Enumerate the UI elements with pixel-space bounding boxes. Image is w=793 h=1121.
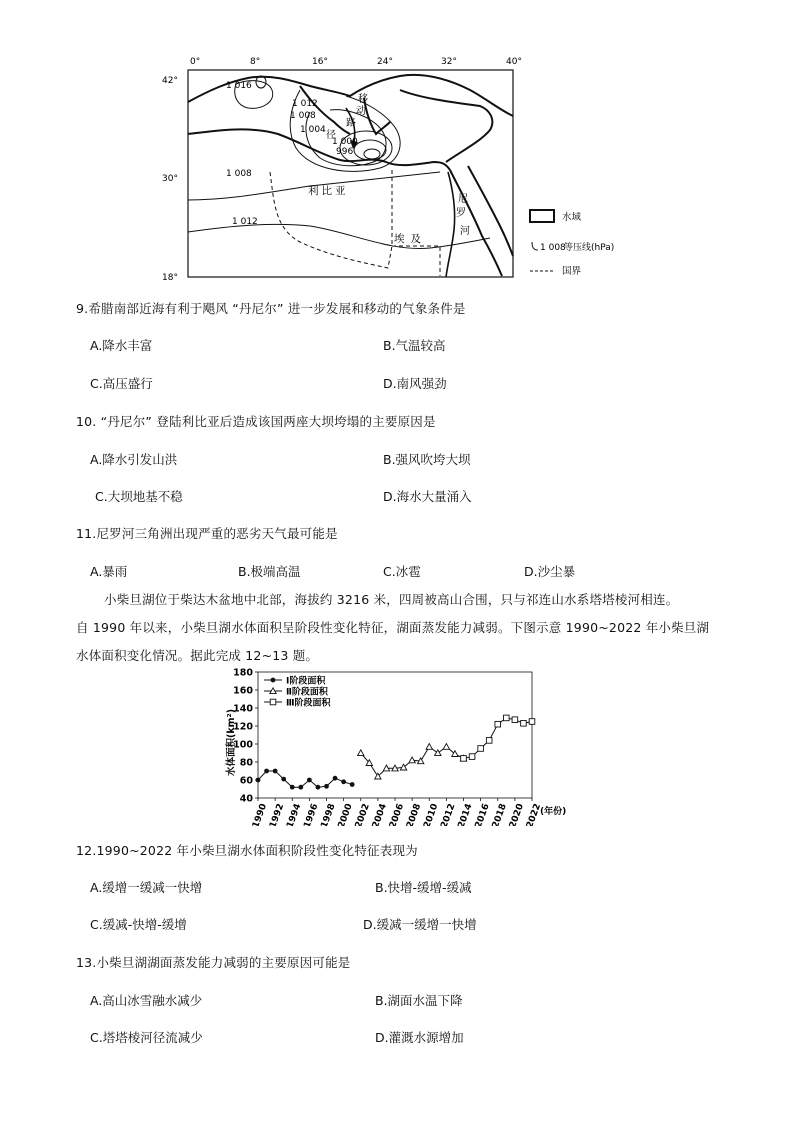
nile-label-2: 罗 <box>456 208 466 219</box>
series-3-point <box>495 721 501 727</box>
q12-option-a[interactable]: A.缓增一缓减一快增 <box>90 880 203 895</box>
series-1-point <box>324 784 329 789</box>
y-tick-label: 160 <box>233 685 253 697</box>
lat-label-42: 42° <box>162 76 178 86</box>
path-label-4: 径 <box>326 130 336 141</box>
lake-area-chart <box>220 664 580 826</box>
legend-marker-3 <box>270 699 276 705</box>
series-3-point <box>478 746 484 752</box>
q9-option-a[interactable]: A.降水丰富 <box>90 338 153 353</box>
q11-option-c[interactable]: C.冰雹 <box>383 564 421 579</box>
region-egypt-label: 埃及 <box>394 233 427 245</box>
lon-label-40: 40° <box>506 57 522 67</box>
q13-option-c[interactable]: C.塔塔棱河径流减少 <box>90 1030 203 1045</box>
nile-label-3: 河 <box>460 226 470 237</box>
y-tick-label: 140 <box>233 703 253 715</box>
question-10-stem: 10. “丹尼尔” 登陆利比亚后造成该国两座大坝垮塌的主要原因是 <box>76 414 436 429</box>
question-11-stem: 11.尼罗河三角洲出现严重的恶劣天气最可能是 <box>76 526 338 541</box>
q9-option-c[interactable]: C.高压盛行 <box>90 376 153 391</box>
path-label-2: 动 <box>356 106 366 117</box>
legend-water-swatch <box>530 210 554 222</box>
y-tick-label: 60 <box>239 775 253 787</box>
red-sea-west <box>450 170 502 276</box>
x-tick-label: 1992 <box>268 802 287 826</box>
x-tick-label: 2000 <box>336 802 355 826</box>
q12-option-b[interactable]: B.快增-缓增-缓减 <box>375 880 472 895</box>
weather-map <box>150 50 650 285</box>
path-label-1: 移 <box>358 94 368 105</box>
isobar-label-1012-south: 1 012 <box>232 217 258 227</box>
lon-label-16: 16° <box>312 57 328 67</box>
x-tick-label: 2010 <box>422 802 441 826</box>
q10-option-a[interactable]: A.降水引发山洪 <box>90 452 178 467</box>
series-line-1 <box>258 771 352 787</box>
x-tick-label: 2012 <box>439 802 458 826</box>
isobar-label-1004: 1 004 <box>300 125 326 135</box>
y-tick-label: 80 <box>239 757 253 769</box>
lon-label-32: 32° <box>441 57 457 67</box>
series-3-point <box>469 754 475 760</box>
x-tick-label: 2022 <box>525 802 544 826</box>
africa-coastline <box>188 129 450 170</box>
q13-option-a[interactable]: A.高山冰雪融水减少 <box>90 993 203 1008</box>
lon-label-8: 8° <box>250 57 261 67</box>
lon-label-0: 0° <box>190 57 201 67</box>
series-3-point <box>486 738 492 744</box>
legend-label-2: Ⅱ阶段面积 <box>286 687 328 698</box>
question-13-stem: 13.小柴旦湖湖面蒸发能力减弱的主要原因可能是 <box>76 955 351 970</box>
series-1-point <box>264 769 269 774</box>
x-tick-label: 2004 <box>370 802 389 826</box>
x-tick-label: 2002 <box>353 802 372 826</box>
x-tick-label: 2018 <box>490 802 509 826</box>
series-3-point <box>461 756 467 762</box>
q10-option-c[interactable]: C.大坝地基不稳 <box>95 489 183 504</box>
q11-option-b[interactable]: B.极端高温 <box>238 564 301 579</box>
red-sea-east <box>468 166 513 256</box>
x-tick-label: 1990 <box>251 802 270 826</box>
legend-label-3: Ⅲ阶段面积 <box>286 698 331 709</box>
q10-option-d[interactable]: D.海水大量涌入 <box>383 489 472 504</box>
series-1-point <box>333 776 338 781</box>
q9-option-d[interactable]: D.南风强劲 <box>383 376 447 391</box>
y-tick-label: 100 <box>233 739 253 751</box>
legend-isobar-label: 等压线(hPa) <box>564 243 615 253</box>
lat-label-18: 18° <box>162 273 178 283</box>
series-3-point <box>529 719 535 725</box>
series-2-point <box>409 757 415 763</box>
border-egypt <box>392 246 440 276</box>
q13-option-b[interactable]: B.湖面水温下降 <box>375 993 463 1008</box>
legend-label-1: Ⅰ阶段面积 <box>286 676 326 687</box>
path-label-3: 路 <box>346 118 356 129</box>
isobar-label-996: 996 <box>336 147 354 157</box>
question-9-stem: 9.希腊南部近海有利于飓风 “丹尼尔” 进一步发展和移动的气象条件是 <box>76 301 466 316</box>
nile-river <box>446 172 455 277</box>
x-tick-label: 2014 <box>456 802 475 826</box>
series-1-point <box>256 778 261 783</box>
chart-x-axis-label: (年份) <box>540 807 567 817</box>
series-3-point <box>504 715 510 721</box>
isobar-label-1000: 1 000 <box>332 137 358 147</box>
q12-option-d[interactable]: D.缓减一缓增一快增 <box>363 917 477 932</box>
legend-isobar-swatch <box>532 242 538 250</box>
series-1-point <box>316 785 321 790</box>
x-tick-label: 1996 <box>302 802 321 826</box>
y-tick-label: 180 <box>233 667 253 679</box>
isobar-label-1008-south: 1 008 <box>226 169 252 179</box>
chart-y-axis-label: 水体面积(km²) <box>226 708 237 776</box>
question-12-stem: 12.1990~2022 年小柴旦湖水体面积阶段性变化特征表现为 <box>76 843 418 858</box>
series-2-point <box>443 744 449 750</box>
legend-isobar-value: 1 008 <box>540 243 566 253</box>
series-2-point <box>435 750 441 756</box>
weather-map-svg <box>150 50 650 285</box>
legend-border-label: 国界 <box>562 266 582 277</box>
isobar-label-1016: 1 016 <box>226 81 252 91</box>
x-tick-label: 2008 <box>405 802 424 826</box>
q12-option-c[interactable]: C.缓减-快增-缓增 <box>90 917 187 932</box>
y-tick-label: 40 <box>239 793 253 805</box>
legend-marker-1 <box>271 678 276 683</box>
nile-label-1: 尼 <box>458 194 468 205</box>
passage-line-3: 水体面积变化情况。据此完成 12~13 题。 <box>76 648 319 663</box>
isobar-label-1008: 1 008 <box>290 111 316 121</box>
q11-option-d[interactable]: D.沙尘暴 <box>524 564 576 579</box>
series-1-point <box>273 769 278 774</box>
x-tick-label: 1994 <box>285 802 304 826</box>
region-libya-label: 利比亚 <box>308 185 349 197</box>
x-tick-label: 2016 <box>473 802 492 826</box>
series-3-point <box>512 717 518 723</box>
series-2-point <box>358 750 364 756</box>
q10-option-b[interactable]: B.强风吹垮大坝 <box>383 452 471 467</box>
q11-option-a[interactable]: A.暴雨 <box>90 564 128 579</box>
legend-water-label: 水域 <box>562 212 582 223</box>
series-1-point <box>307 778 312 783</box>
series-1-point <box>281 777 286 782</box>
series-3-point <box>521 721 527 727</box>
x-tick-label: 1998 <box>319 802 338 826</box>
isobar-1012-south <box>188 224 490 248</box>
series-2-point <box>426 744 432 750</box>
levant-coastline <box>400 90 492 162</box>
isobar-1000 <box>354 140 386 160</box>
passage-line-2: 自 1990 年以来，小柴旦湖水体面积呈阶段性变化特征，湖面蒸发能力减弱。下图示意 1990~2022 年小柴旦湖 <box>76 620 710 635</box>
isobar-996 <box>364 149 380 159</box>
series-1-point <box>290 785 295 790</box>
q13-option-d[interactable]: D.灌溉水源增加 <box>375 1030 464 1045</box>
y-tick-label: 120 <box>233 721 253 733</box>
series-1-point <box>298 785 303 790</box>
isobar-label-1012: 1 012 <box>292 99 318 109</box>
lat-label-30: 30° <box>162 174 178 184</box>
q9-option-b[interactable]: B.气温较高 <box>383 338 446 353</box>
x-tick-label: 2020 <box>507 802 526 826</box>
passage-line-1: 小柴旦湖位于柴达木盆地中北部，海拔约 3216 米，四周被高山合围，只与祁连山水系塔塔棱河相连。 <box>104 592 679 607</box>
series-1-point <box>341 779 346 784</box>
x-tick-label: 2006 <box>388 802 407 826</box>
series-1-point <box>350 782 355 787</box>
lon-label-24: 24° <box>377 57 393 67</box>
area-chart-container <box>220 664 580 826</box>
